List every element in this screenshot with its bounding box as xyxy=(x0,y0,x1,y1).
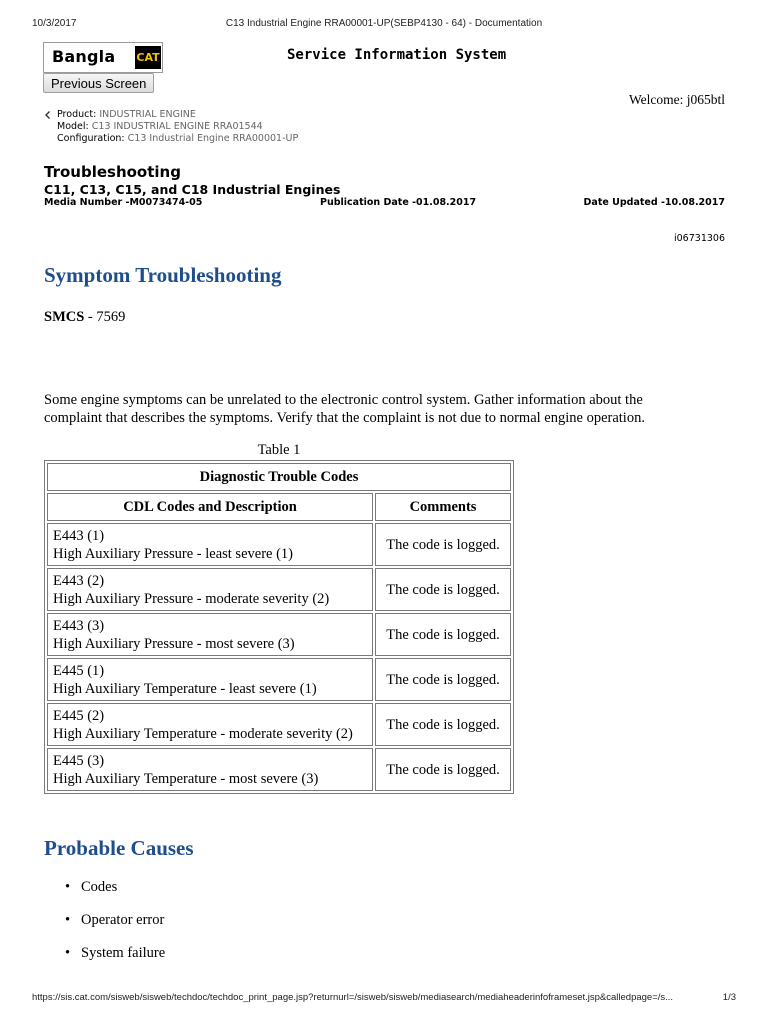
breadcrumb-product-value: INDUSTRIAL ENGINE xyxy=(99,109,196,120)
intro-paragraph: Some engine symptoms can be unrelated to the electronic control system. Gather information about the complaint that describes the symptoms. Verify that the complaint is not due to normal engine operation. xyxy=(44,392,645,426)
code-description: High Auxiliary Pressure - most severe (3) xyxy=(53,635,295,652)
breadcrumb-product-label: Product: xyxy=(57,109,97,120)
date-updated: Date Updated -10.08.2017 xyxy=(583,197,725,208)
breadcrumb-model-value: C13 INDUSTRIAL ENGINE RRA01544 xyxy=(91,121,263,132)
code-cell xyxy=(47,568,373,611)
list-item xyxy=(44,878,165,911)
comment-cell: The code is logged. xyxy=(375,748,511,791)
code: E445 (1) xyxy=(53,662,105,679)
list-item xyxy=(44,944,165,977)
table-row xyxy=(47,658,511,701)
comment-cell: The code is logged. xyxy=(375,703,511,746)
code-description: High Auxiliary Temperature - least severe (1) xyxy=(53,680,317,697)
bullet-icon: • xyxy=(65,912,71,928)
breadcrumb-configuration-value: C13 Industrial Engine RRA00001-UP xyxy=(127,133,299,144)
code-description: High Auxiliary Pressure - least severe (1) xyxy=(53,545,293,562)
code: E443 (3) xyxy=(53,617,105,634)
comment-cell: The code is logged. xyxy=(375,568,511,611)
welcome-text: Welcome: j065btl xyxy=(628,92,725,107)
comment-cell: The code is logged. xyxy=(375,523,511,566)
breadcrumb-configuration-label: Configuration: xyxy=(57,133,125,144)
breadcrumb-product xyxy=(57,109,196,121)
print-footer-page-number: 1/3 xyxy=(722,992,736,1003)
bullet-icon: • xyxy=(65,945,71,961)
column-header-comments: Comments xyxy=(375,493,511,521)
dealer-logo xyxy=(43,42,163,73)
print-date: 10/3/2017 xyxy=(32,18,77,29)
column-header-codes: CDL Codes and Description xyxy=(47,493,373,521)
code: E445 (3) xyxy=(53,752,105,769)
code-cell xyxy=(47,748,373,791)
table-row xyxy=(47,613,511,656)
table-caption: Table 1 xyxy=(257,442,301,458)
list-item-text: System failure xyxy=(81,945,166,961)
document-subheading: C11, C13, C15, and C18 Industrial Engines xyxy=(44,182,341,197)
print-title: C13 Industrial Engine RRA00001-UP(SEBP4130 - 64) - Documentation xyxy=(225,18,543,29)
code-description: High Auxiliary Temperature - moderate severity (2) xyxy=(53,725,353,742)
comment-cell: The code is logged. xyxy=(375,613,511,656)
smcs-label: SMCS xyxy=(44,309,85,325)
list-item-text: Codes xyxy=(81,879,118,895)
list-item-text: Operator error xyxy=(81,912,165,928)
document-heading: Troubleshooting xyxy=(44,163,181,181)
code-cell xyxy=(47,703,373,746)
breadcrumb-model xyxy=(57,121,263,133)
code-cell xyxy=(47,658,373,701)
comment-cell: The code is logged. xyxy=(375,658,511,701)
table-row xyxy=(47,523,511,566)
publication-date: Publication Date -01.08.2017 xyxy=(320,197,477,208)
list-item xyxy=(44,911,165,944)
section-title-probable-causes: Probable Causes xyxy=(44,836,194,860)
code-description: High Auxiliary Pressure - moderate severity (2) xyxy=(53,590,330,607)
code: E443 (1) xyxy=(53,527,105,544)
bullet-icon: • xyxy=(65,879,71,895)
code: E445 (2) xyxy=(53,707,105,724)
app-title: Service Information System xyxy=(287,47,507,63)
table-row xyxy=(47,703,511,746)
document-id: i06731306 xyxy=(674,233,725,244)
chevron-left-icon[interactable] xyxy=(42,108,54,120)
table-row xyxy=(47,568,511,611)
section-title-symptom-troubleshooting: Symptom Troubleshooting xyxy=(44,263,282,287)
code-cell xyxy=(47,523,373,566)
smcs-code xyxy=(44,309,125,326)
dealer-logo-text: Bangla xyxy=(52,47,116,66)
previous-screen-button[interactable]: Previous Screen xyxy=(43,73,154,93)
breadcrumb-configuration xyxy=(57,133,298,145)
smcs-value: - 7569 xyxy=(84,309,126,325)
print-footer-url: https://sis.cat.com/sisweb/sisweb/techdoc/techdoc_print_page.jsp?returnurl=/sisweb/sisweb/mediasearch/mediaheaderinfoframeset.jsp&calledpage=/s... xyxy=(32,992,674,1003)
breadcrumb-model-label: Model: xyxy=(57,121,89,132)
code: E443 (2) xyxy=(53,572,105,589)
probable-causes-list xyxy=(44,878,165,977)
cat-logo-badge: CAT xyxy=(135,46,161,69)
code-description: High Auxiliary Temperature - most severe (3) xyxy=(53,770,319,787)
table-row xyxy=(47,748,511,791)
diagnostic-codes-table xyxy=(44,460,514,794)
code-cell xyxy=(47,613,373,656)
media-number: Media Number -M0073474-05 xyxy=(44,197,203,208)
table-title: Diagnostic Trouble Codes xyxy=(47,463,511,491)
